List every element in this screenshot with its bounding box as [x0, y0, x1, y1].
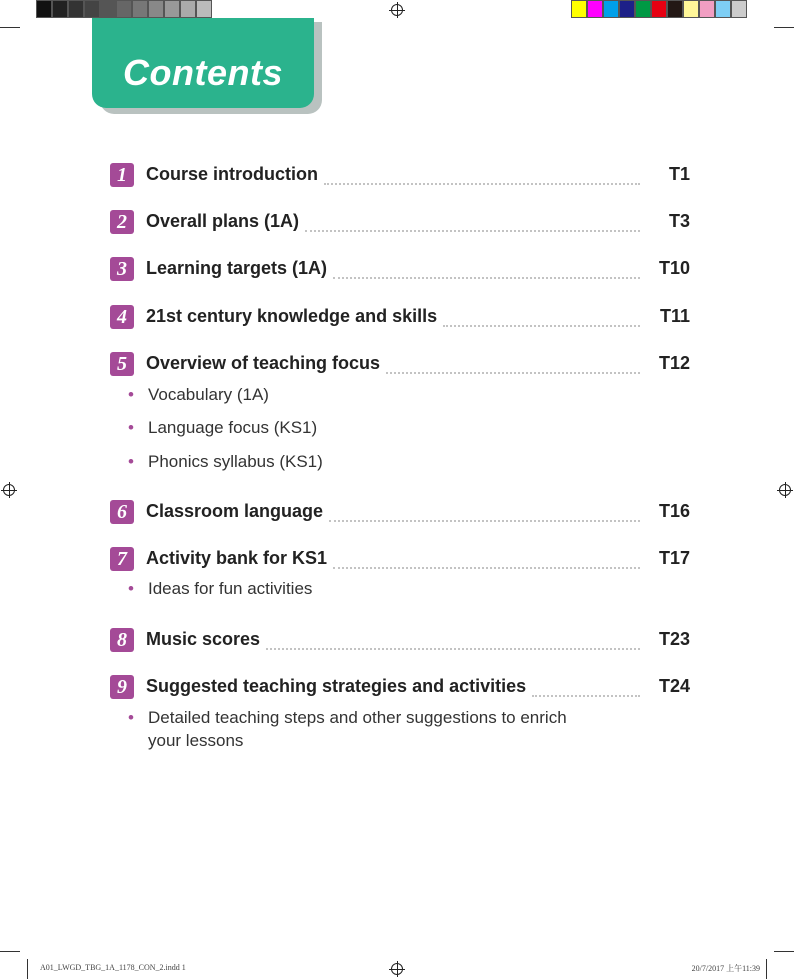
swatch [84, 0, 100, 18]
toc-entry[interactable] [110, 209, 690, 237]
section-number-badge: 3 [110, 257, 134, 281]
toc-entry-title: Overview of teaching focus [146, 353, 381, 373]
section-number-badge: 8 [110, 628, 134, 652]
swatch [699, 0, 715, 18]
gray-swatch-bar [36, 0, 212, 18]
swatch [731, 0, 747, 18]
section-number-badge: 5 [110, 352, 134, 376]
swatch [619, 0, 635, 18]
swatch [116, 0, 132, 18]
page-title: Contents [123, 52, 283, 93]
toc-entry-title: Learning targets (1A) [146, 258, 328, 278]
swatch [100, 0, 116, 18]
toc-entry[interactable] [110, 304, 690, 332]
toc-entry-title: Suggested teaching strategies and activities [146, 676, 527, 696]
toc-entry-title: Music scores [146, 629, 261, 649]
toc-entry[interactable] [110, 162, 690, 190]
toc-entry-title: 21st century knowledge and skills [146, 306, 438, 326]
registration-mark-icon [779, 484, 791, 496]
toc-entry[interactable] [110, 499, 690, 527]
section-number-badge: 9 [110, 675, 134, 699]
header-tab [92, 18, 314, 108]
leader-dots [305, 216, 640, 232]
section-number-badge: 2 [110, 210, 134, 234]
leader-dots [532, 681, 640, 697]
crop-mark [27, 959, 28, 979]
leader-dots [266, 634, 640, 650]
leader-dots [386, 358, 640, 374]
section-number-badge: 4 [110, 305, 134, 329]
toc-entry-title: Activity bank for KS1 [146, 548, 328, 568]
crop-mark [0, 951, 20, 952]
leader-dots [443, 311, 640, 327]
crop-mark [766, 959, 767, 979]
leader-dots [329, 506, 640, 522]
leader-dots [324, 169, 640, 185]
toc-entry[interactable] [110, 674, 690, 702]
toc-entry[interactable] [110, 256, 690, 284]
toc-entry[interactable] [110, 627, 690, 655]
toc-entry-title: Classroom language [146, 501, 324, 521]
bullet-icon: • [128, 385, 134, 404]
section-number-badge: 1 [110, 163, 134, 187]
bullet-icon: • [128, 418, 134, 437]
toc-entry[interactable] [110, 351, 690, 379]
registration-mark-icon [391, 963, 403, 975]
swatch [36, 0, 52, 18]
toc-page-number: T16 [658, 501, 690, 521]
crop-mark [0, 27, 20, 28]
crop-mark [774, 951, 794, 952]
section-number-badge: 6 [110, 500, 134, 524]
footer-date: 20/7/2017 上午11:39 [691, 964, 760, 973]
toc-page-number: T3 [668, 211, 690, 231]
crop-mark [774, 27, 794, 28]
swatch [683, 0, 699, 18]
swatch [68, 0, 84, 18]
swatch [196, 0, 212, 18]
toc-entry[interactable] [110, 546, 690, 574]
toc-page-number: T11 [659, 306, 690, 326]
bullet-icon: • [128, 579, 134, 598]
swatch [603, 0, 619, 18]
section-number-badge: 7 [110, 547, 134, 571]
toc-subitem: • Phonics syllabus (KS1) [128, 452, 323, 471]
toc-entry-title: Overall plans (1A) [146, 211, 300, 231]
swatch [148, 0, 164, 18]
leader-dots [333, 263, 640, 279]
swatch [132, 0, 148, 18]
toc-page-number: T23 [658, 629, 690, 649]
toc-page-number: T10 [658, 258, 690, 278]
registration-mark-icon [3, 484, 15, 496]
bullet-icon: • [128, 708, 134, 727]
toc-page-number: T24 [658, 676, 690, 696]
toc-page-number: T17 [658, 548, 690, 568]
registration-mark-icon [391, 4, 403, 16]
toc-subitem: • Language focus (KS1) [128, 418, 318, 437]
bullet-icon: • [128, 452, 134, 471]
toc-page-number: T12 [658, 353, 690, 373]
leader-dots [333, 553, 640, 569]
footer-file-name: A01_LWGD_TBG_1A_1178_CON_2.indd 1 [40, 963, 186, 972]
toc-page-number: T1 [668, 164, 690, 184]
swatch [587, 0, 603, 18]
swatch [164, 0, 180, 18]
swatch [715, 0, 731, 18]
swatch [571, 0, 587, 18]
color-swatch-bar [571, 0, 747, 18]
swatch [667, 0, 683, 18]
swatch [52, 0, 68, 18]
swatch [180, 0, 196, 18]
toc-subitem: • Detailed teaching steps and other suggestions to enrich your lessons [128, 708, 567, 750]
swatch [651, 0, 667, 18]
swatch [635, 0, 651, 18]
toc-subitem: • Vocabulary (1A) [128, 385, 269, 404]
toc-subitem: • Ideas for fun activities [128, 579, 313, 598]
toc-entry-title: Course introduction [146, 164, 318, 184]
